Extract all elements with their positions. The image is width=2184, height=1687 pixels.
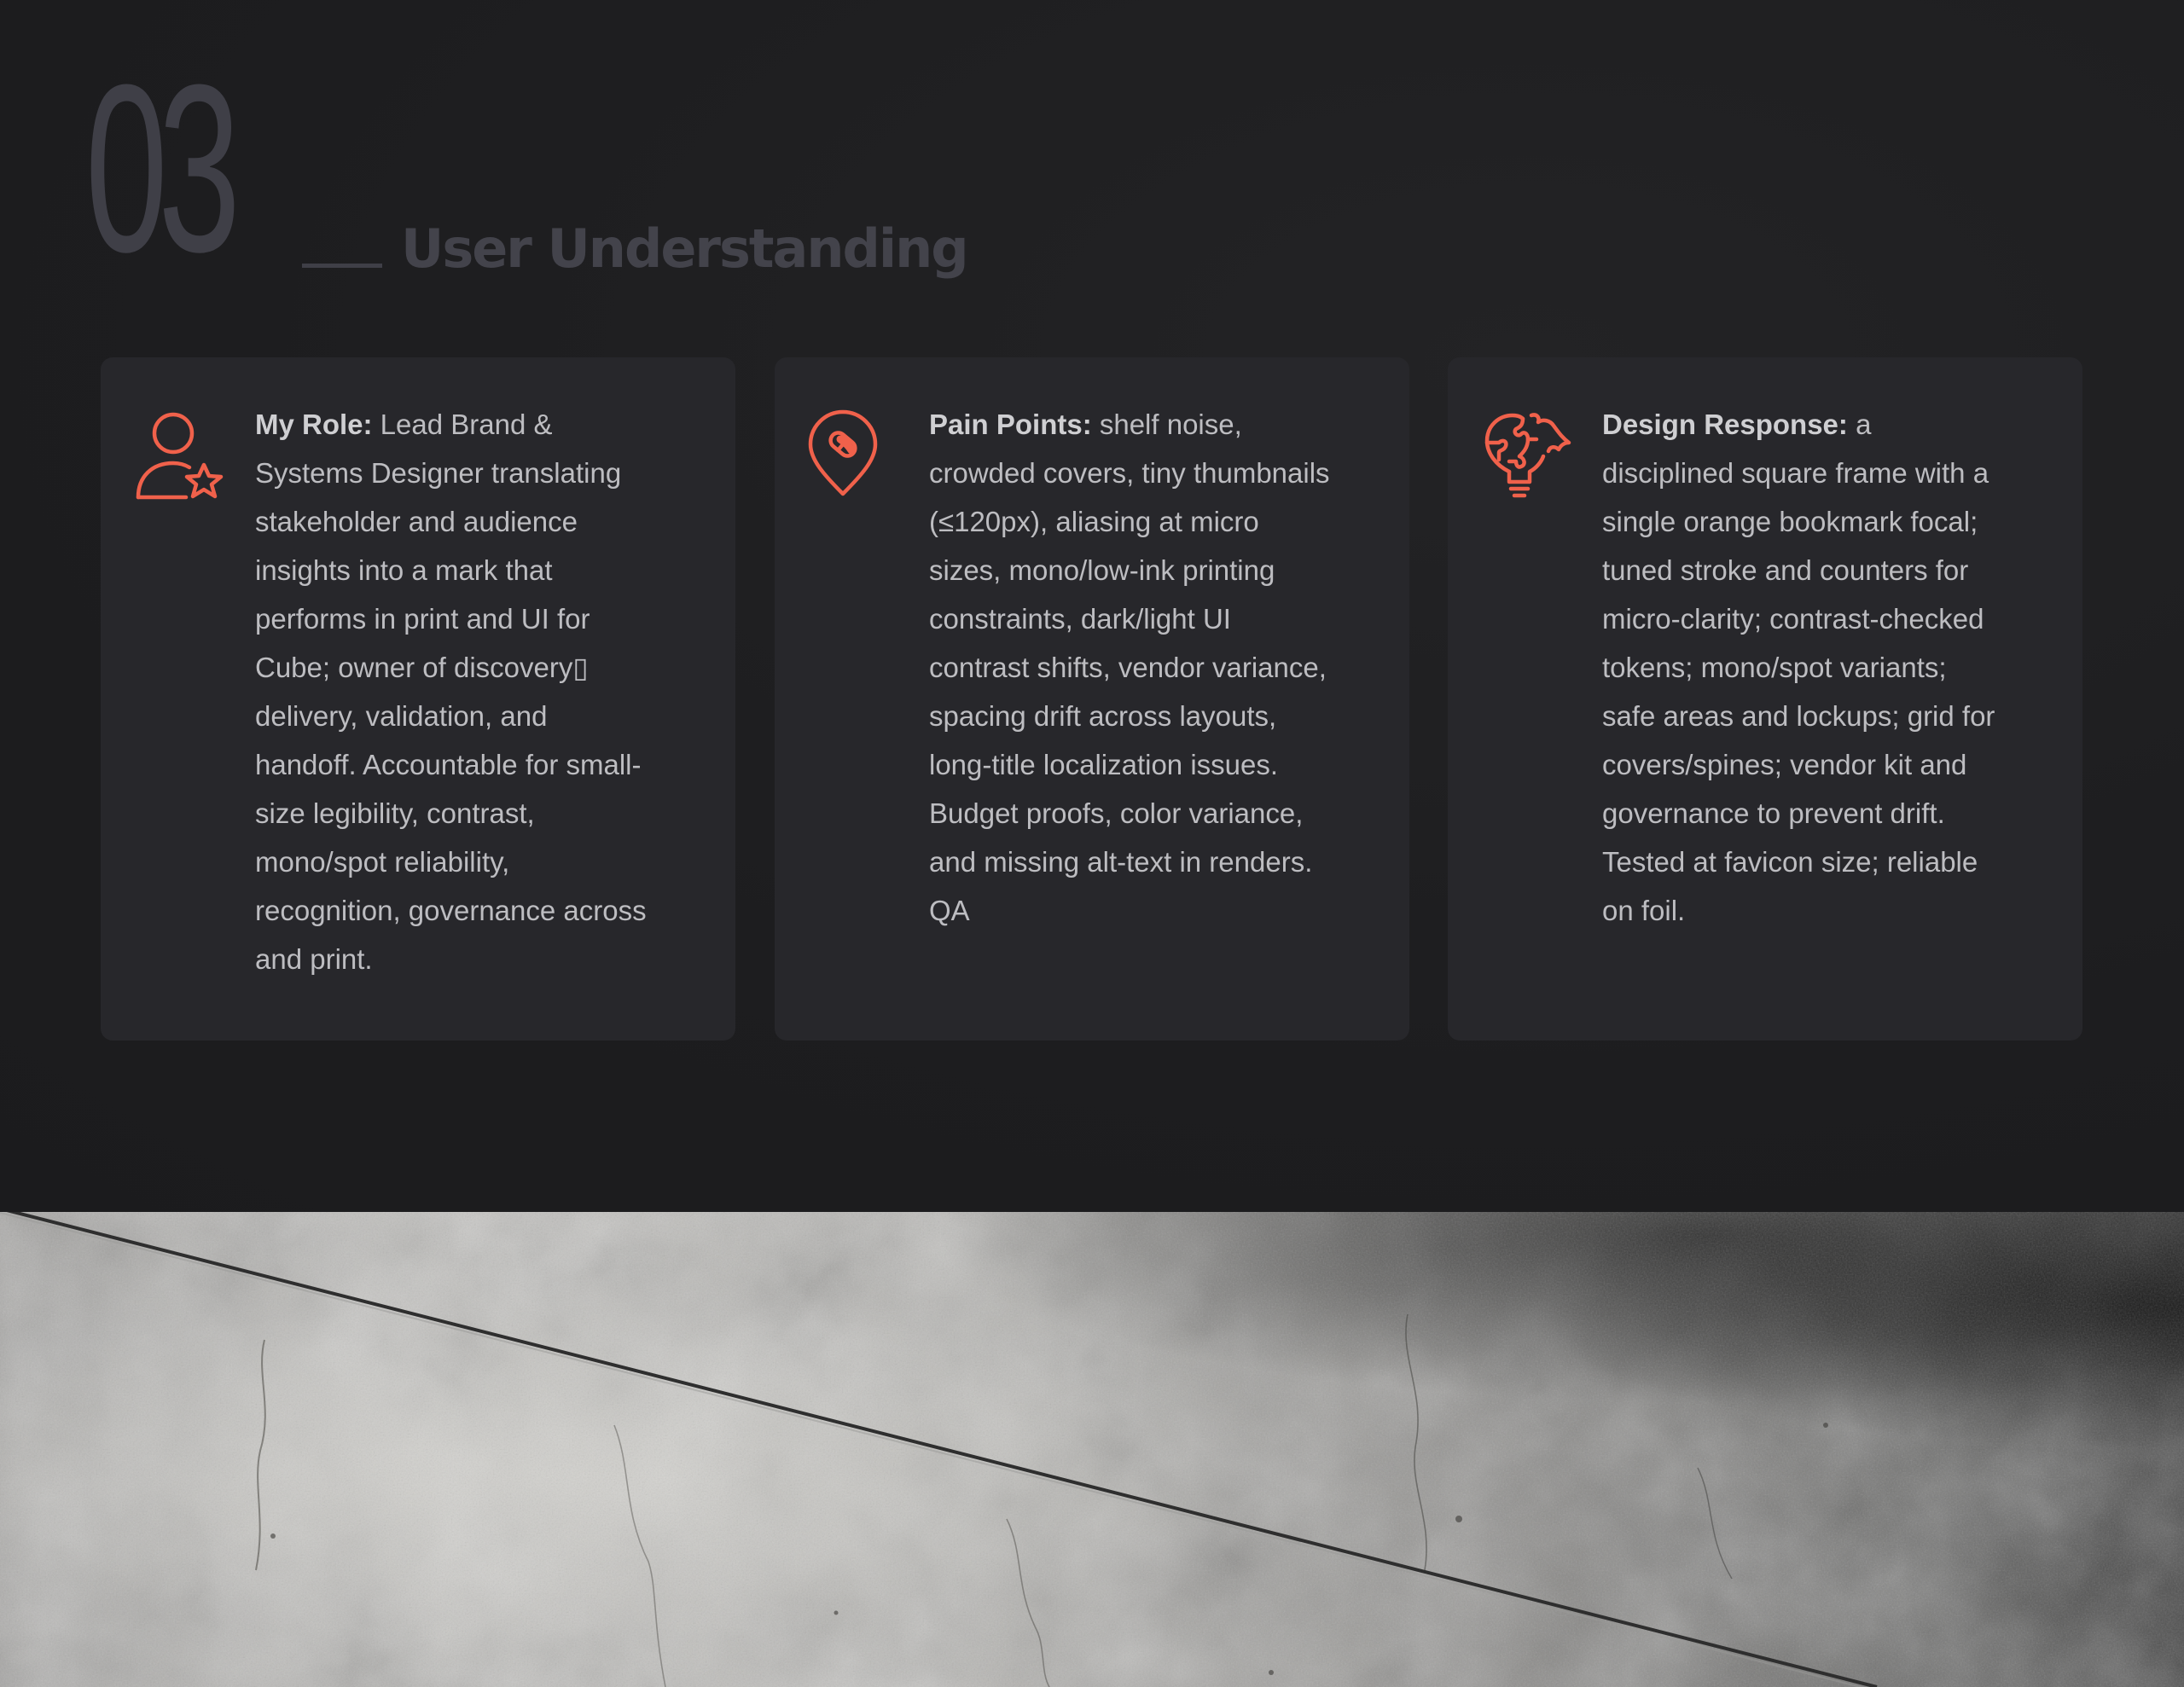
card-body: Lead Brand & Systems Designer translating stakeholder and audience insights into a mark that performs in print and UI for Cube; owner of discovery▯ delivery, validation, and handoff. Accountable for small-size legibility, contrast, mono/spot reliability, recognition, governance across and print. (255, 409, 647, 975)
card-text (929, 400, 1330, 935)
card-body: shelf noise, crowded covers, tiny thumbnails (≤120px), aliasing at micro sizes, mono/low-ink printing constraints, dark/light UI contrast shifts, vendor variance, spacing drift across layouts, long-title localization issues. Budget proofs, color variance, and missing alt-text in renders. QA (929, 409, 1330, 926)
card-label: Pain Points: (929, 409, 1092, 440)
card-text (1602, 400, 2003, 935)
card-design-response (1448, 357, 2082, 1041)
card-my-role (101, 357, 735, 1041)
title-underline (302, 264, 382, 268)
card-pain-points (775, 357, 1409, 1041)
user-star-icon (133, 409, 227, 502)
section-number: 03 (85, 36, 231, 302)
lightbulb-puzzle-icon (1480, 409, 1574, 502)
card-body: a disciplined square frame with a single orange bookmark focal; tuned stroke and counters for micro-clarity; contrast-checked tokens; mono/spot variants; safe areas and lockups; grid for covers/spines; vendor kit and governance to prevent drift. Tested at favicon size; reliable on foil. (1602, 409, 1995, 926)
card-text (255, 400, 656, 983)
card-label: My Role: (255, 409, 373, 440)
section-title: User Understanding (401, 217, 967, 280)
location-pin-icon (807, 409, 901, 502)
concrete-wall-image (0, 1212, 2184, 1687)
card-label: Design Response: (1602, 409, 1848, 440)
